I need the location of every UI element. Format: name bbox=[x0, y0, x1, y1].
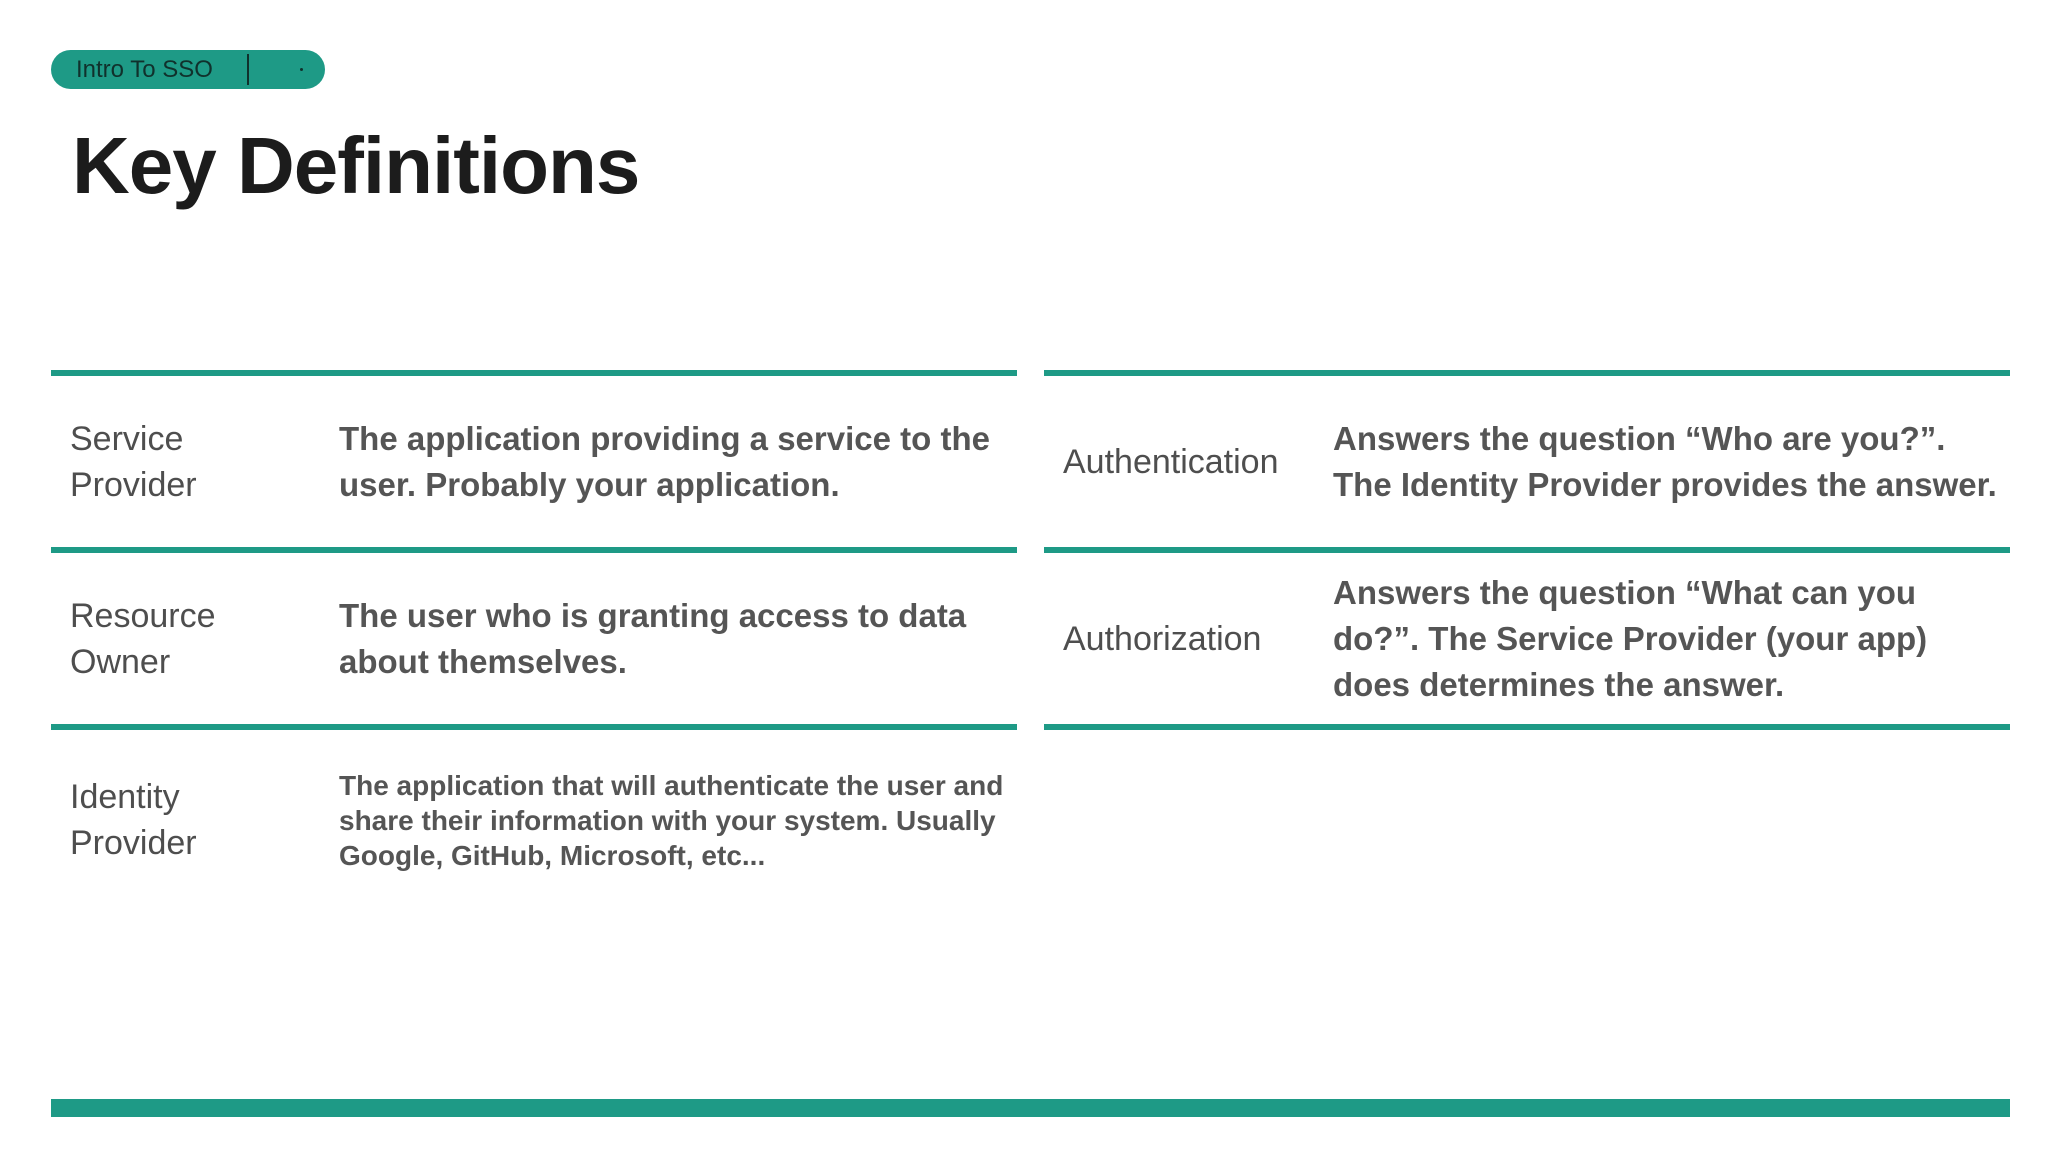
definition-row-identity-provider bbox=[70, 730, 300, 910]
definition-text: The application providing a service to the user. Probably your application. bbox=[339, 419, 990, 503]
term-label: Authentication bbox=[1063, 442, 1279, 481]
pill-dot-icon bbox=[300, 68, 303, 71]
term-label: Service Provider bbox=[70, 419, 197, 504]
definition-text: The application that will authenticate the user and share their information with your system. Usually Google, GitHub, Microsoft, etc... bbox=[339, 769, 1004, 871]
definition-row-authentication bbox=[1063, 376, 1313, 547]
bottom-accent-bar bbox=[51, 1099, 2010, 1117]
definition-text-identity-provider bbox=[339, 730, 1019, 910]
definition-text: The user who is granting access to data about themselves. bbox=[339, 596, 967, 680]
definition-row-authorization bbox=[1063, 553, 1313, 724]
definition-row-resource-owner bbox=[70, 553, 300, 724]
pill-label: Intro To SSO bbox=[76, 56, 213, 83]
term-label: Resource Owner bbox=[70, 596, 216, 681]
section-pill bbox=[51, 50, 325, 89]
definition-text-resource-owner bbox=[339, 553, 979, 724]
definition-text: Answers the question “What can you do?”. The Service Provider (your app) does determines the answer. bbox=[1333, 573, 1928, 703]
definition-text-service-provider bbox=[339, 376, 1009, 547]
definition-text-authorization bbox=[1333, 553, 2010, 724]
definition-row-service-provider bbox=[70, 376, 300, 547]
term-label: Identity Provider bbox=[70, 778, 197, 862]
pill-divider bbox=[247, 54, 249, 85]
definition-text: Answers the question “Who are you?”. The Identity Provider provides the answer. bbox=[1333, 419, 1997, 503]
page-title: Key Definitions bbox=[72, 121, 640, 210]
definition-text-authentication bbox=[1333, 376, 2010, 547]
right-divider-2 bbox=[1044, 724, 2010, 730]
term-label: Authorization bbox=[1063, 619, 1262, 658]
